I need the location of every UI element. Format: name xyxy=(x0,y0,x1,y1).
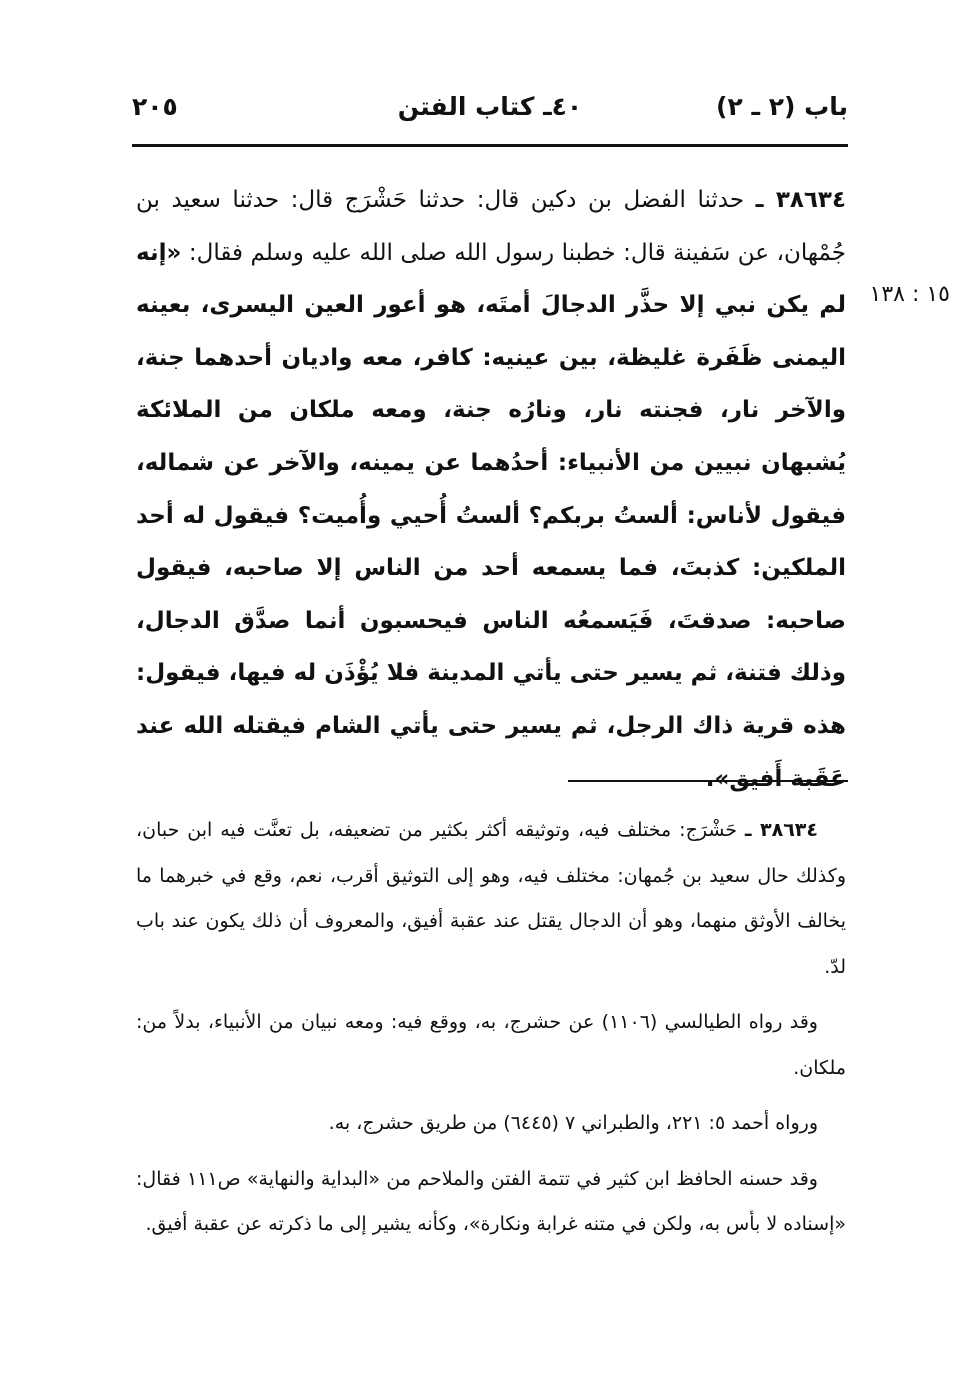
hadith-matn: «إنه لم يكن نبي إلا حذَّر الدجالَ أمتَه، هو أعور العين اليسرى، بعينه اليمنى ظَفَرة غليظة، بين عينيه: كافر، معه واديان أحدهما جنة، والآخر نار، فجنته نار، ونارُه جنة، ومعه ملكان من الملائكة يُشبهان نبيين من الأنبياء: أحدُهما عن يمينه، والآخر عن شماله، فيقول لأناس: ألستُ بربكم؟ ألستُ أُحيي وأُميت؟ فيقول له أحد الملكين: كذبتَ، فما يسمعه أحد من الناس إلا صاحبه، فيقول صاحبه: صدقتَ، فَيَسمعُه الناس فيحسبون أنما صدَّق الدجال، وذلك فتنة، ثم يسير حتى يأتي المدينة فلا يُؤْذَن له فيها، فيقول: هذه قرية ذاك الرجل، ثم يسير حتى يأتي الشام فيقتله الله عند عَقَبة أَفيق». xyxy=(136,239,846,792)
margin-reference: ١٥ : ١٣٨ xyxy=(869,282,950,307)
hadith-isnad: حدثنا الفضل بن دكين قال: حدثنا حَشْرَج قال: حدثنا سعيد بن جُمْهان، عن سَفينة قال: خطبنا رسول الله صلى الله عليه وسلم فقال: xyxy=(136,187,847,266)
book-title: ٤٠ـ كتاب الفتن xyxy=(397,92,583,121)
hadith-number: ٣٨٦٣٤ ـ xyxy=(755,187,847,213)
footnote-number: ٣٨٦٣٤ ـ xyxy=(744,819,818,841)
footnote-paragraph xyxy=(136,1101,846,1147)
footnote-text: وقد رواه الطيالسي (١١٠٦) عن حشرج، به، ووقع فيه: ومعه نبيان من الأنبياء، بدلاً من: ملكان. xyxy=(136,1011,846,1079)
page-header xyxy=(132,92,848,134)
footnote-rule xyxy=(568,780,848,782)
footnote-text: حَشْرَج: مختلف فيه، وتوثيقه أكثر بكثير من تضعيفه، بل تعنَّت فيه ابن حبان، وكذلك حال سعيد بن جُمهان: مختلف فيه، وهو إلى التوثيق أقرب، نعم، وقع في خبرهما ما يخالف الأوثق منهما، وهو أن الدجال يقتل عند عقبة أفيق، والمعروف أن ذلك يكون عند باب لدّ. xyxy=(136,819,846,978)
footnotes xyxy=(136,808,846,1258)
footnote-paragraph xyxy=(136,1000,846,1091)
chapter-title: باب (٢ ـ ٢) xyxy=(716,92,848,121)
header-rule xyxy=(132,144,848,147)
page-number: ٢٠٥ xyxy=(132,92,178,121)
footnote-paragraph xyxy=(136,808,846,990)
footnote-paragraph xyxy=(136,1157,846,1248)
footnote-text: وقد حسنه الحافظ ابن كثير في تتمة الفتن والملاحم من «البداية والنهاية» ص١١١ فقال: «إسناده لا بأس به، ولكن في متنه غرابة ونكارة»، وكأنه يشير إلى ما ذكرته عن عقبة أفيق. xyxy=(136,1167,846,1235)
hadith-text xyxy=(136,174,846,805)
footnote-text: ورواه أحمد ٥: ٢٢١، والطبراني ٧ (٦٤٤٥) من طريق حشرج، به. xyxy=(328,1112,818,1134)
